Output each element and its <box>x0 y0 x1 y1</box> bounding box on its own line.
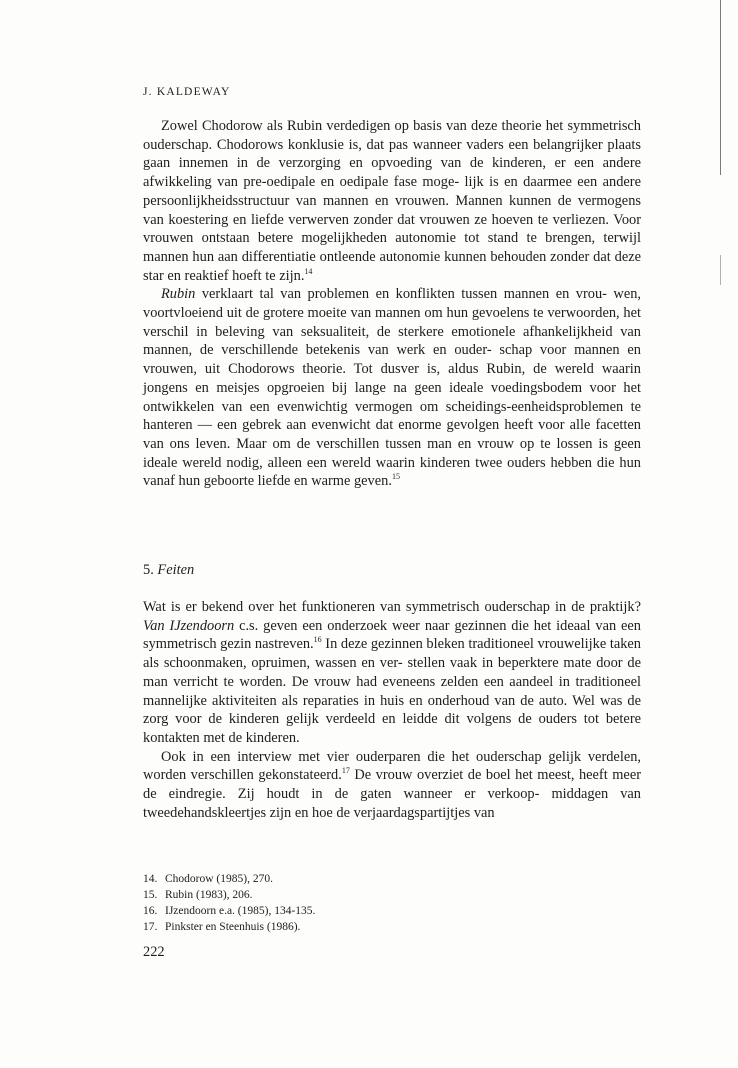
page-edge-line <box>720 0 721 175</box>
paragraph-3-part3: In deze gezinnen bleken traditioneel vrouwelijke taken als schoonmaken, opruimen, wassen en ver- stellen vaak in beperktere mate door de man verricht te worden. De vrouw had eveneens zelden een aandeel in traditioneel mannelijke aktiviteiten als reparaties in huis en onderhoud van de auto. Wel was de zorg voor de kinderen gelijk verdeeld en leidde dit volgens de ouders tot betere kontakten met de kinderen. <box>143 636 642 746</box>
paragraph-2-lead: Rubin <box>161 286 196 303</box>
footnote-text: IJzendoorn e.a. (1985), 134-135. <box>165 905 316 917</box>
footnote-ref-16: 16 <box>313 635 322 645</box>
section-title: Feiten <box>157 562 195 578</box>
footnote-number: 16. <box>143 905 158 917</box>
paragraph-2 <box>143 285 641 491</box>
footnote-number: 17. <box>143 921 158 933</box>
section-number: 5. <box>143 562 154 578</box>
paragraph-3-part1: Wat is er bekend over het funktioneren van symmetrisch ouderschap in de praktijk? <box>143 599 641 615</box>
paragraph-2-text: verklaart tal van problemen en konflikten tussen mannen en vrou- wen, voortvloeiend uit de grotere moeite van mannen om hun gevoelens te verwoorden, het verschil in beleving van seksualiteit, de sterkere emotionele afhankelijkheid van mannen, de verschillende betekenis van werk en ouder- schap voor mannen en vrouwen, uit Chodorows theorie. Tot dusver is, aldus Rubin, de wereld waarin jongens en meisjes opgroeien bij lange na geen ideale voedingsbodem voor het ontwikkelen van een evenwichtig vermogen om scheidings-eenheidsproblemen te hanteren — een gebrek aan evenwicht dat enorme gevolgen heeft voor alle facetten van ons leven. Maar om de verschillen tussen man en vrouw op te lossen is geen ideale wereld nodig, alleen een wereld waarin kinderen twee ouders hebben die hun vanaf hun geboorte liefde en warme geven. <box>143 286 641 490</box>
footnote-item <box>143 887 315 903</box>
footnote-item <box>143 871 315 887</box>
footnote-item <box>143 903 315 919</box>
body-text-section <box>143 598 641 822</box>
paragraph-4-part2: De vrouw overziet de boel het meest, heeft meer de eindregie. Zij houdt in de gaten wanneer er verkoop- middagen van tweedehandskleertjes zijn en hoe de verjaardagspartijtjes van <box>143 767 641 821</box>
footnote-text: Pinkster en Steenhuis (1986). <box>165 921 301 933</box>
paragraph-3 <box>143 598 641 748</box>
paragraph-3-author: Van IJzendoorn <box>143 617 235 634</box>
running-head: J. KALDEWAY <box>143 86 231 98</box>
footnotes <box>143 871 315 935</box>
footnote-ref-14: 14 <box>304 266 313 276</box>
footnote-text: Rubin (1983), 206. <box>165 889 253 901</box>
paragraph-4 <box>143 748 641 823</box>
footnote-item <box>143 919 315 935</box>
paragraph-1-text: Zowel Chodorow als Rubin verdedigen op basis van deze theorie het symmetrisch ouderschap. Chodorows konklusie is, dat pas wanneer vaders een belangrijker plaats gaan innemen in de verzorging en opvoeding van de kinderen, er een andere afwikkeling van pre-oedipale en oedipale fase moge- lijk is en daarmee een andere persoonlijkheidsstructuur van mannen en vrouwen. Mannen kunnen de vermogens van koestering en liefde verwerven zonder dat vrouwen ze hoeven te verliezen. Voor vrouwen ontstaan betere mogelijkheden autonomie tot stand te brengen, terwijl mannen hun aan differentiatie ontleende autonomie kunnen behouden zonder dat deze star en reaktief hoeft te zijn. <box>143 118 641 284</box>
paragraph-1 <box>143 117 641 285</box>
footnote-text: Chodorow (1985), 270. <box>165 873 273 885</box>
footnote-number: 15. <box>143 889 158 901</box>
footnote-ref-15: 15 <box>391 472 400 482</box>
page-number: 222 <box>143 944 165 960</box>
body-text-top <box>143 117 641 491</box>
paragraph-3-part2: c.s. geven een onderzoek weer naar gezinnen die het ideaal van een symmetrisch gezin nastreven. <box>143 617 641 653</box>
section-heading <box>143 562 194 579</box>
page-edge-mark <box>720 255 721 285</box>
paragraph-4-part1: Ook in een interview met vier ouderparen die het ouderschap gelijk verdelen, worden verschillen gekonstateerd. <box>143 748 641 784</box>
footnote-ref-17: 17 <box>341 766 350 776</box>
footnote-number: 14. <box>143 873 158 885</box>
